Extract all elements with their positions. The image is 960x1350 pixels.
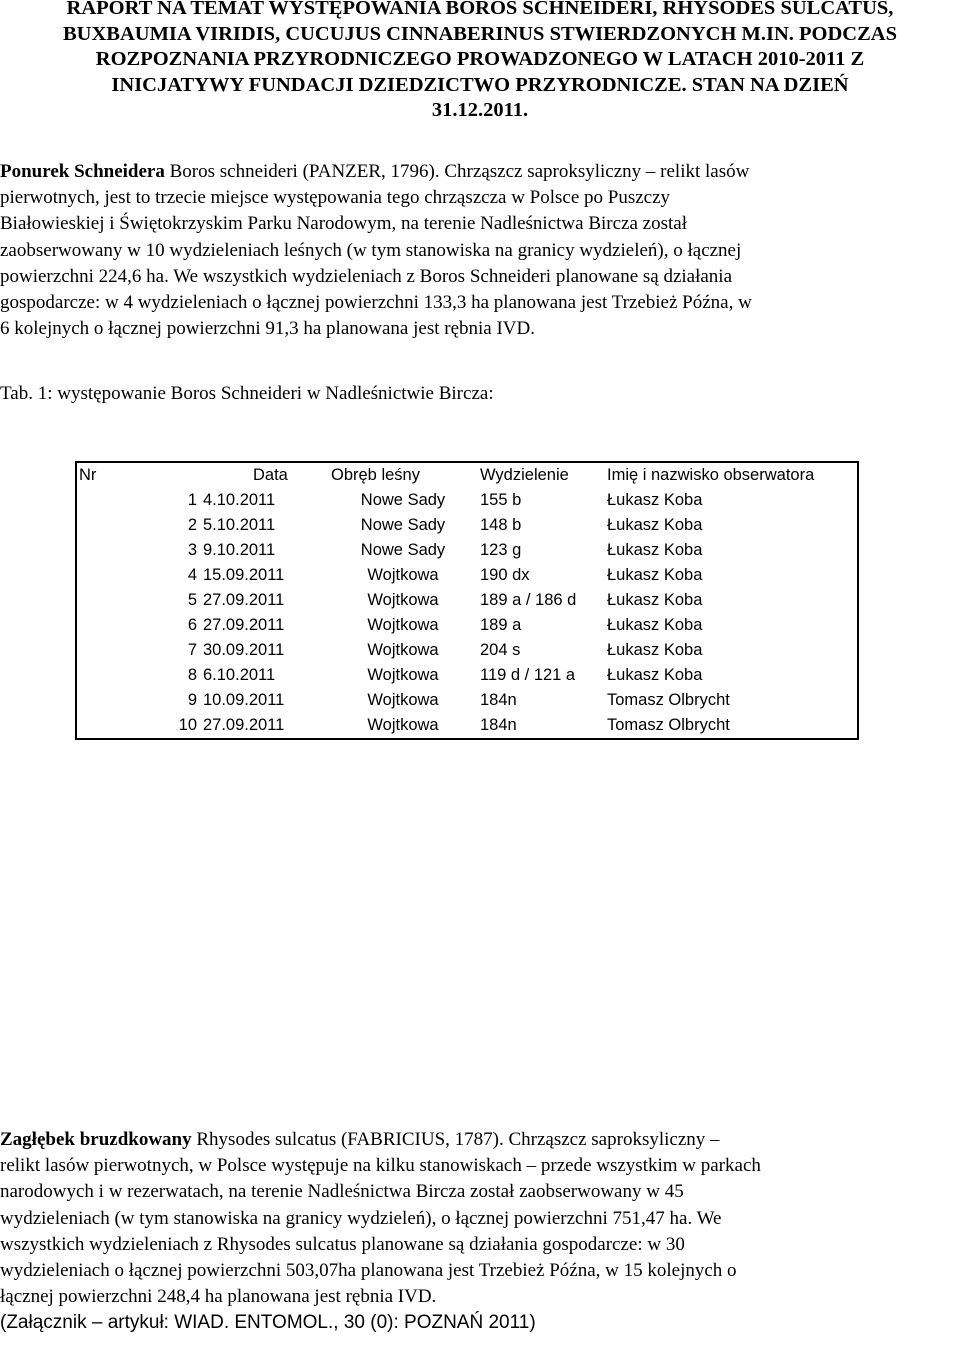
cell-data: 10.09.2011: [203, 691, 285, 709]
header-data: Data: [253, 466, 288, 484]
cell-wydzielenie: 155 b: [480, 491, 522, 509]
cell-obreb: Nowe Sady: [360, 491, 446, 509]
paragraph-text: Rhysodes sulcatus (FABRICIUS, 1787). Chrząszcz saproksyliczny –: [191, 1129, 720, 1150]
cell-data: 15.09.2011: [203, 566, 285, 584]
cell-obserwator: Łukasz Koba: [607, 666, 703, 684]
header-wydzielenie: Wydzielenie: [480, 466, 569, 484]
species-name-bold: Zagłębek bruzdkowany: [0, 1129, 192, 1150]
paragraph-line: [0, 159, 960, 185]
cell-data: 27.09.2011: [203, 616, 285, 634]
title-line: 31.12.2011.: [431, 99, 529, 121]
cell-obreb: Wojtkowa: [367, 666, 439, 684]
cell-nr: 5: [187, 591, 197, 609]
table-row: [76, 688, 858, 713]
table-row: [76, 538, 858, 563]
species-name-bold: Ponurek Schneidera: [0, 161, 165, 182]
cell-obserwator: Tomasz Olbrycht: [607, 691, 730, 709]
table-row: [76, 513, 858, 538]
paragraph-line: pierwotnych, jest to trzecie miejsce występowania tego chrząszcza w Polsce po Puszczy: [0, 187, 671, 209]
reference-line: (Załącznik – artykuł: WIAD. ENTOMOL., 30 (0): POZNAŃ 2011): [0, 1312, 536, 1334]
cell-obreb: Wojtkowa: [367, 591, 439, 609]
observations-table: [75, 461, 859, 740]
table-row: [76, 613, 858, 638]
cell-data: 4.10.2011: [203, 491, 276, 509]
paragraph-line: powierzchni 224,6 ha. We wszystkich wydzieleniach z Boros Schneideri planowane są działania: [0, 265, 733, 287]
cell-obreb: Wojtkowa: [367, 691, 439, 709]
rhysodes-paragraph: [0, 1127, 960, 1337]
cell-obreb: Nowe Sady: [360, 516, 446, 534]
paragraph-line: 6 kolejnych o łącznej powierzchni 91,3 ha planowana jest rębnia IVD.: [0, 318, 535, 340]
cell-data: 9.10.2011: [203, 541, 276, 559]
cell-nr: 8: [187, 666, 197, 684]
cell-data: 5.10.2011: [203, 516, 276, 534]
table-row: [76, 663, 858, 688]
paragraph-line: gospodarcze: w 4 wydzieleniach o łącznej powierzchni 133,3 ha planowana jest Trzebież Późna, w: [0, 292, 752, 314]
cell-obreb: Wojtkowa: [367, 641, 439, 659]
cell-wydzielenie: 184n: [480, 716, 517, 734]
paragraph-line: Białowieskiej i Świętokrzyskim Parku Narodowym, na terenie Nadleśnictwa Bircza został: [0, 213, 687, 235]
paragraph-line: narodowych i w rezerwatach, na terenie Nadleśnictwa Bircza został zaobserwowany w 45: [0, 1181, 684, 1203]
table-row: [76, 563, 858, 588]
cell-obreb: Wojtkowa: [367, 566, 439, 584]
cell-wydzielenie: 123 g: [480, 541, 522, 559]
table-row: [76, 638, 858, 663]
cell-nr: 1: [187, 491, 197, 509]
paragraph-line: relikt lasów pierwotnych, w Polsce występuje na kilku stanowiskach – przede wszystkim w parkach: [0, 1155, 761, 1177]
table-row: [76, 588, 858, 613]
cell-data: 27.09.2011: [203, 591, 285, 609]
cell-nr: 10: [178, 716, 197, 734]
cell-obreb: Nowe Sady: [360, 541, 446, 559]
table-row: [76, 713, 858, 739]
table-row: [76, 488, 858, 513]
title-line: INICJATYWY FUNDACJI DZIEDZICTWO PRZYRODNICZE. STAN NA DZIEŃ: [111, 73, 849, 96]
cell-nr: 3: [187, 541, 197, 559]
cell-obserwator: Łukasz Koba: [607, 641, 703, 659]
cell-wydzielenie: 148 b: [480, 516, 522, 534]
cell-obserwator: Łukasz Koba: [607, 516, 703, 534]
cell-wydzielenie: 184n: [480, 691, 517, 709]
cell-obserwator: Łukasz Koba: [607, 566, 703, 584]
cell-obserwator: Łukasz Koba: [607, 491, 703, 509]
cell-wydzielenie: 119 d / 121 a: [480, 666, 576, 684]
cell-wydzielenie: 189 a / 186 d: [480, 591, 577, 609]
header-obreb: Obręb leśny: [331, 466, 420, 484]
table-caption: Tab. 1: występowanie Boros Schneideri w Nadleśnictwie Bircza:: [0, 383, 494, 404]
header-obserwator: Imię i nazwisko obserwatora: [607, 466, 815, 484]
cell-nr: 2: [187, 516, 197, 534]
boros-paragraph: [0, 159, 960, 342]
paragraph-line: zaobserwowany w 10 wydzieleniach leśnych (w tym stanowiska na granicy wydzieleń), o łącznej: [0, 239, 742, 261]
cell-obserwator: Łukasz Koba: [607, 591, 703, 609]
table-body: [76, 488, 858, 739]
cell-nr: 6: [187, 616, 197, 634]
cell-wydzielenie: 189 a: [480, 616, 522, 634]
cell-data: 27.09.2011: [203, 716, 285, 734]
cell-obreb: Wojtkowa: [367, 616, 439, 634]
title-line: ROZPOZNANIA PRZYRODNICZEGO PROWADZONEGO W LATACH 2010-2011 Z: [95, 48, 865, 70]
paragraph-line: łącznej powierzchni 248,4 ha planowana jest rębnia IVD.: [0, 1286, 437, 1308]
cell-data: 6.10.2011: [203, 666, 276, 684]
paragraph-line: wszystkich wydzieleniach z Rhysodes sulcatus planowane są działania gospodarcze: w 30: [0, 1233, 685, 1255]
cell-wydzielenie: 190 dx: [480, 566, 530, 584]
title-line: BUXBAUMIA VIRIDIS, CUCUJUS CINNABERINUS STWIERDZONYCH M.IN. PODCZAS: [63, 22, 897, 45]
cell-nr: 7: [187, 641, 197, 659]
report-title: [0, 0, 960, 124]
table-header-row: [76, 462, 858, 488]
cell-data: 30.09.2011: [203, 641, 285, 659]
cell-wydzielenie: 204 s: [480, 641, 521, 659]
cell-obserwator: Tomasz Olbrycht: [607, 716, 730, 734]
paragraph-line: wydzieleniach (w tym stanowiska na granicy wydzieleń), o łącznej powierzchni 751,47 ha. We: [0, 1207, 722, 1229]
paragraph-text: Boros schneideri (PANZER, 1796). Chrząszcz saproksyliczny – relikt lasów: [164, 161, 750, 182]
cell-nr: 4: [187, 566, 197, 584]
header-nr: Nr: [79, 466, 97, 484]
cell-obserwator: Łukasz Koba: [607, 541, 703, 559]
cell-obreb: Wojtkowa: [367, 716, 439, 734]
paragraph-line: [0, 1127, 960, 1153]
cell-nr: 9: [187, 691, 197, 709]
cell-obserwator: Łukasz Koba: [607, 616, 703, 634]
title-line: RAPORT NA TEMAT WYSTĘPOWANIA BOROS SCHNEIDERI, RHYSODES SULCATUS,: [66, 0, 894, 19]
paragraph-line: wydzieleniach o łącznej powierzchni 503,07ha planowana jest Trzebież Późna, w 15 kolejnych o: [0, 1260, 737, 1282]
